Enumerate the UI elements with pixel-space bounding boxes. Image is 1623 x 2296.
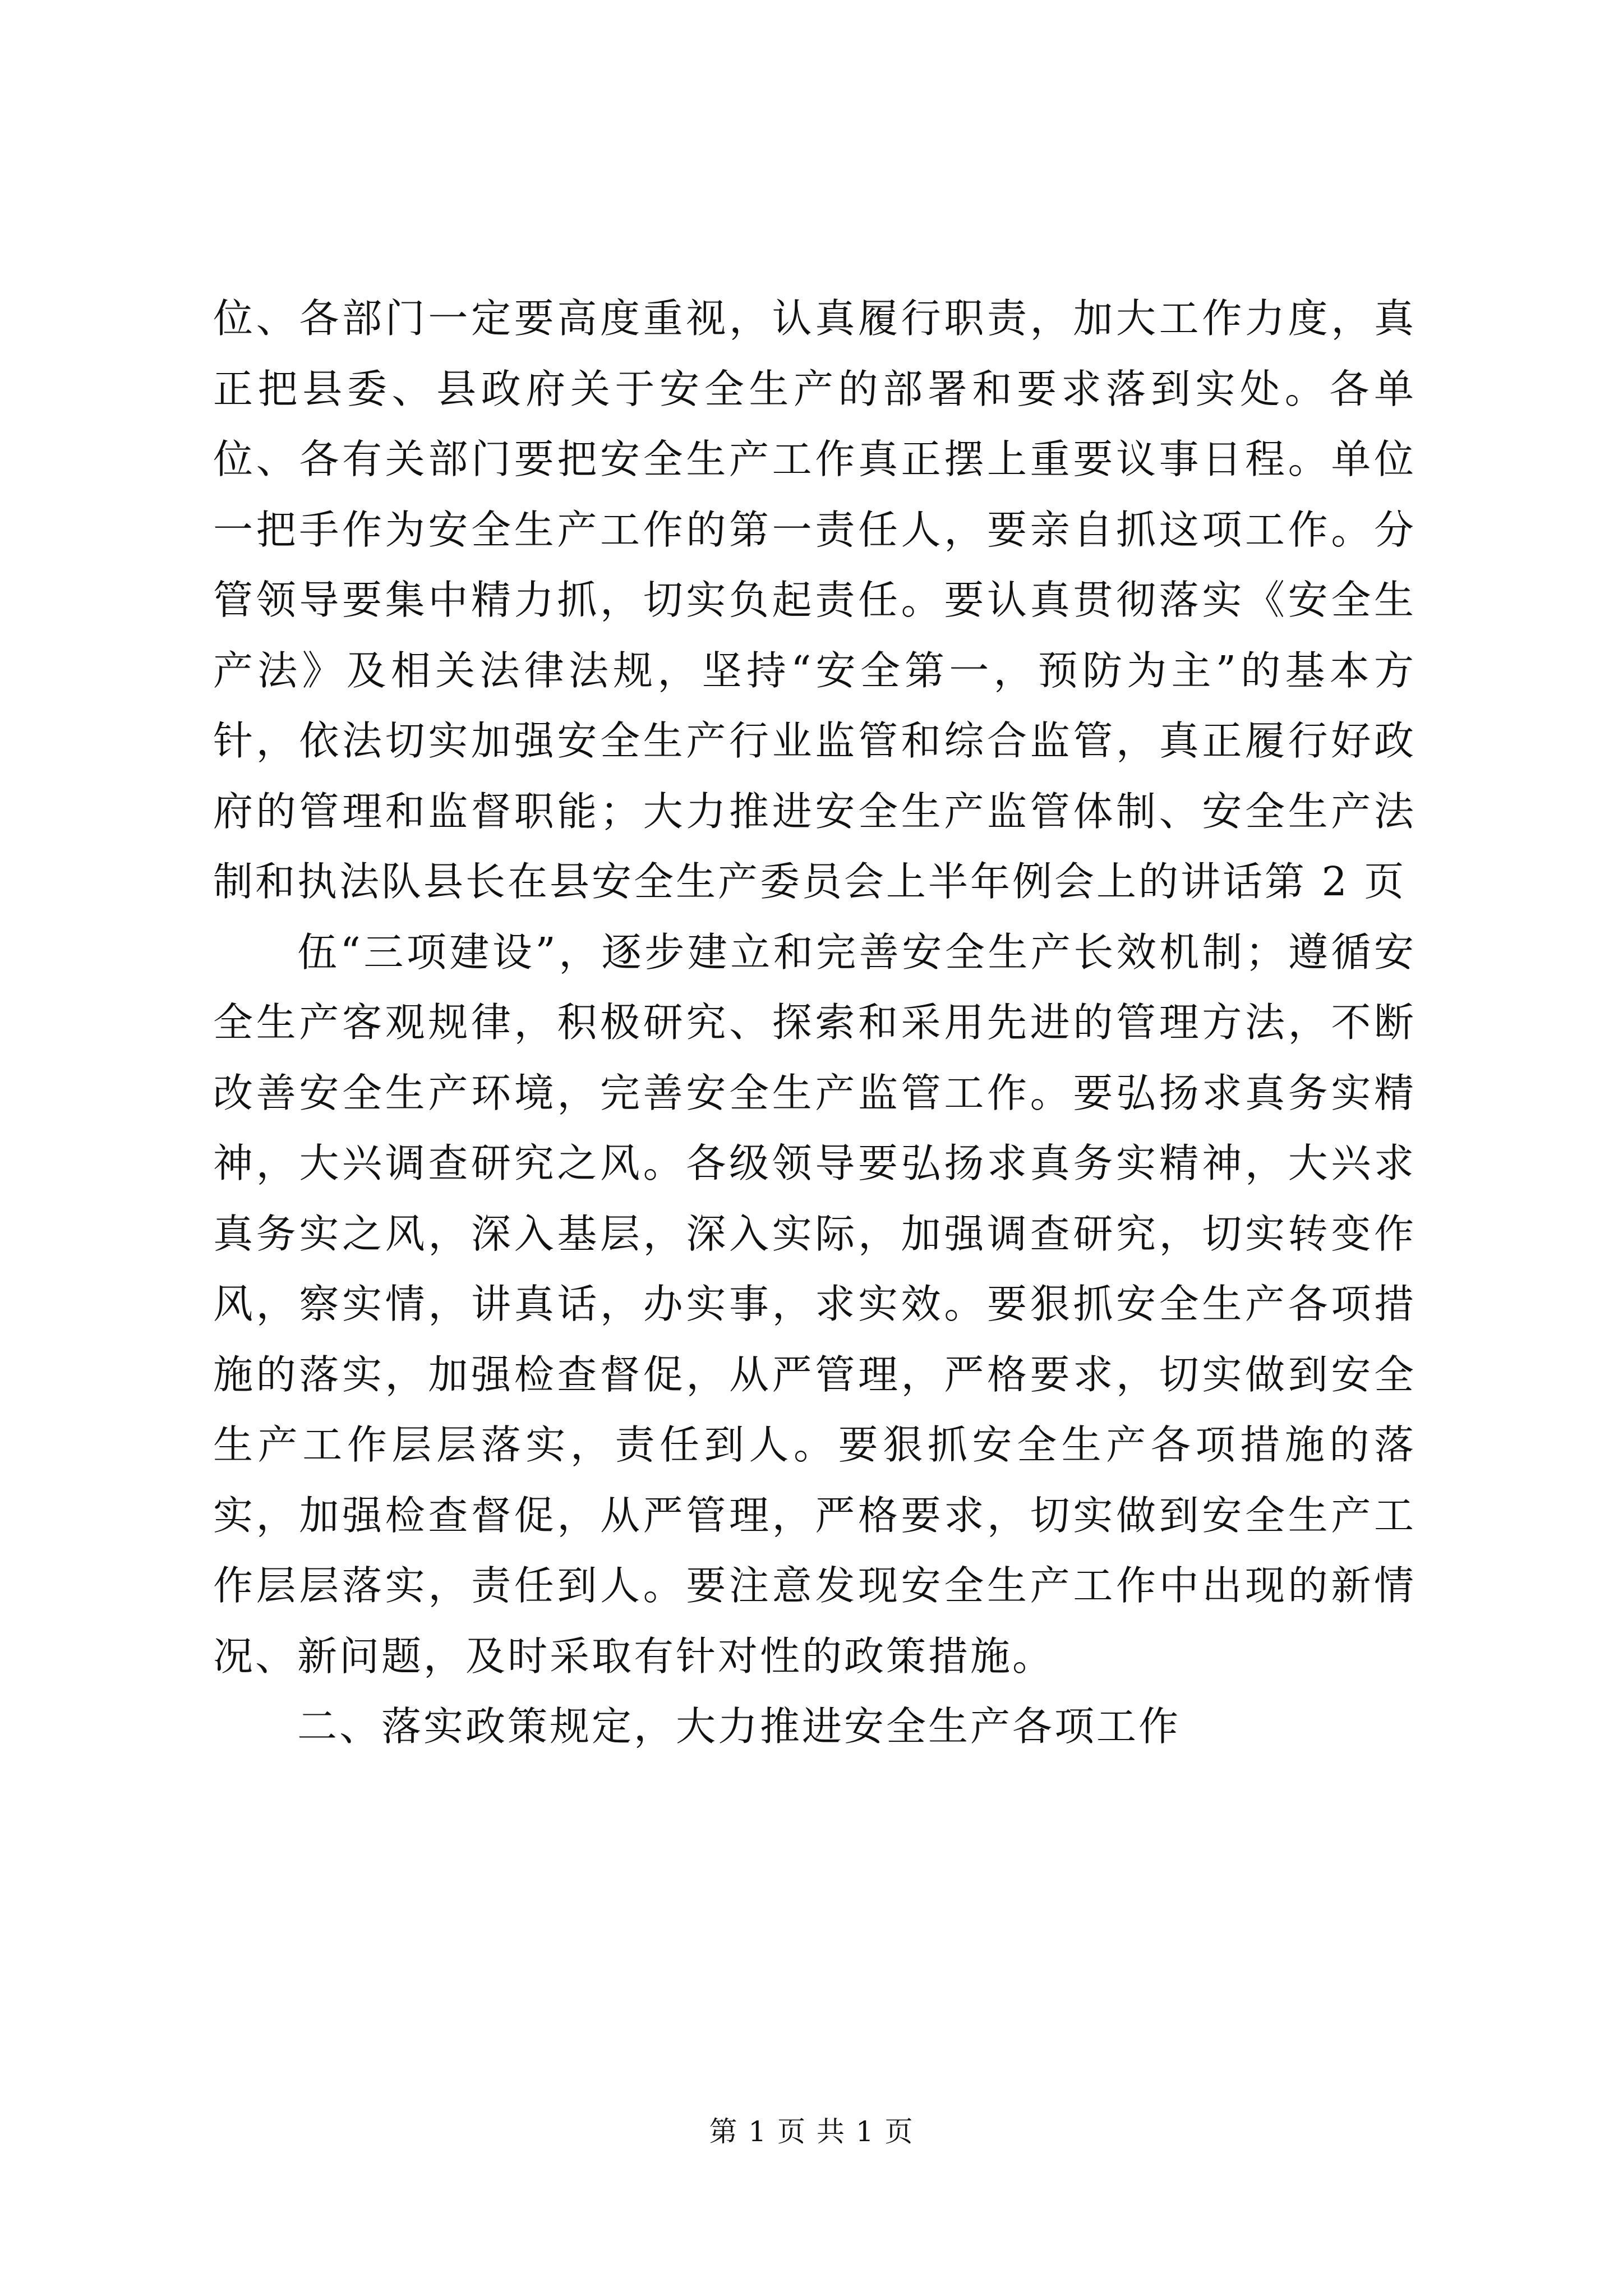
page-footer: 第 1 页 共 1 页: [709, 2115, 914, 2148]
paragraph-2: 伍“三项建设”，逐步建立和完善安全生产长效机制；遵循安全生产客观规律，积极研究、探索和采用先进的管理方法，不断改善安全生产环境，完善安全生产监管工作。要弘扬求真务实精神，大兴调查研究之风。各级领导要弘扬求真务实精神，大兴求真务实之风，深入基层，深入实际，加强调查研究，切实转变作风，察实情，讲真话，办实事，求实效。要狠抓安全生产各项措施的落实，加强检查督促，从严管理，严格要求，切实做到安全生产工作层层落实，责任到人。要狠抓安全生产各项措施的落实，加强检查督促，从严管理，严格要求，切实做到安全生产工作层层落实，责任到人。要注意发现安全生产工作中出现的新情况、新问题，及时采取有针对性的政策措施。: [213, 928, 1416, 1680]
document-body: [213, 283, 1416, 1762]
paragraph-1: 位、各部门一定要高度重视，认真履行职责，加大工作力度，真正把县委、县政府关于安全生产的部署和要求落到实处。各单位、各有关部门要把安全生产工作真正摆上重要议事日程。单位一把手作为安全生产工作的第一责任人，要亲自抓这项工作。分管领导要集中精力抓，切实负起责任。要认真贯彻落实《安全生产法》及相关法律法规，坚持“安全第一，预防为主”的基本方针，依法切实加强安全生产行业监管和综合监管，真正履行好政府的管理和监督职能；大力推进安全生产监管体制、安全生产法制和执法队县长在县安全生产委员会上半年例会上的讲话第 2 页: [213, 295, 1416, 905]
section-heading: 二、落实政策规定，大力推进安全生产各项工作: [297, 1703, 1181, 1750]
